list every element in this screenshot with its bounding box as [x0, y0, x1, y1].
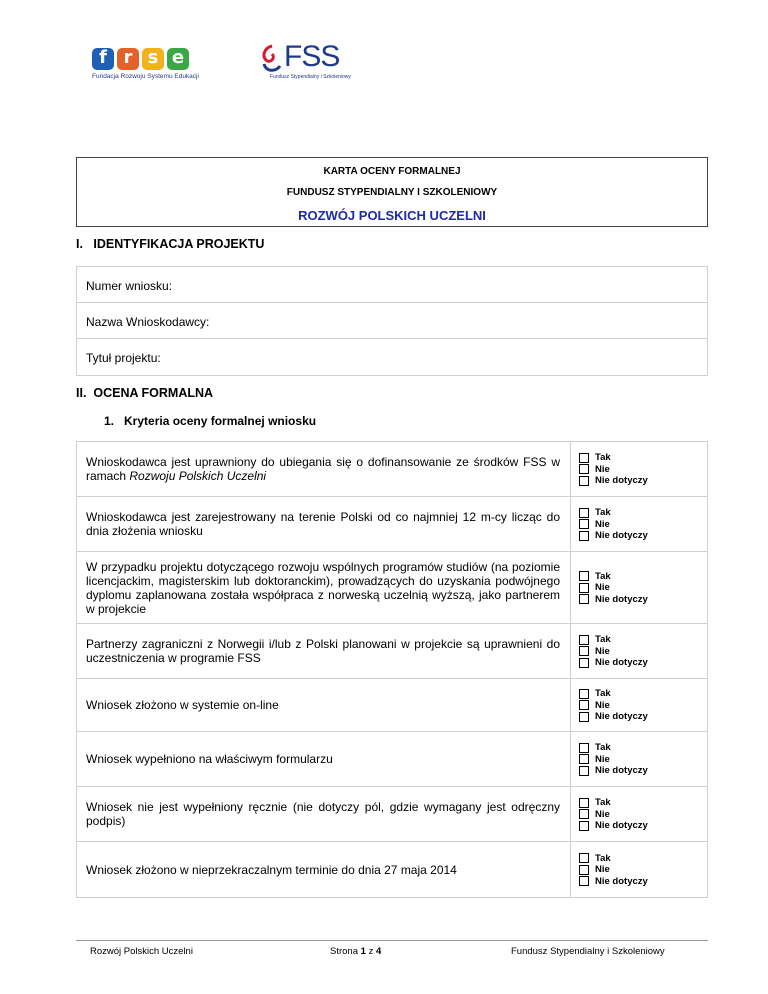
- criteria-row: [77, 497, 707, 552]
- option-label: Nie: [595, 645, 610, 657]
- page-separator: z: [368, 946, 374, 957]
- option-nie-dotyczy[interactable]: [579, 711, 707, 723]
- criteria-row: [77, 679, 707, 732]
- option-label: Tak: [595, 797, 611, 808]
- option-label: Nie: [595, 699, 610, 711]
- option-nie-dotyczy[interactable]: [579, 593, 707, 605]
- option-tak[interactable]: [579, 742, 707, 754]
- option-label: Nie: [595, 463, 610, 475]
- criteria-options: [571, 624, 707, 678]
- fss-subtitle: Fundusz Stypendialny i Szkoleniowy: [270, 74, 351, 80]
- option-tak[interactable]: [579, 507, 707, 519]
- option-label: Nie: [595, 864, 610, 875]
- checkbox-icon[interactable]: [579, 689, 589, 699]
- option-label: Nie: [595, 808, 610, 820]
- option-nie-dotyczy[interactable]: [579, 765, 707, 777]
- checkbox-icon[interactable]: [579, 635, 589, 645]
- checkbox-icon[interactable]: [579, 798, 589, 808]
- title-line-3: ROZWÓJ POLSKICH UCZELNI: [298, 208, 486, 223]
- checkbox-icon[interactable]: [579, 658, 589, 668]
- criteria-options: [571, 679, 707, 731]
- option-nie-dotyczy[interactable]: [579, 875, 707, 887]
- checkbox-icon[interactable]: [579, 712, 589, 722]
- option-nie-dotyczy[interactable]: [579, 820, 707, 832]
- checkbox-icon[interactable]: [579, 464, 589, 474]
- option-nie[interactable]: [579, 808, 707, 820]
- option-label: Nie dotyczy: [595, 593, 648, 605]
- footer-right: Fundusz Stypendialny i Szkoleniowy: [511, 946, 665, 957]
- criteria-text: [86, 637, 560, 665]
- criteria-row: [77, 842, 707, 897]
- option-label: Nie dotyczy: [595, 475, 648, 486]
- option-label: Nie dotyczy: [595, 711, 648, 722]
- checkbox-icon[interactable]: [579, 646, 589, 656]
- option-tak[interactable]: [579, 852, 707, 864]
- option-nie[interactable]: [579, 699, 707, 711]
- footer-page: [330, 946, 381, 957]
- fss-wordmark: FSS: [284, 40, 340, 73]
- section-2-heading: II. OCENA FORMALNA: [76, 386, 214, 400]
- option-label: Tak: [595, 742, 611, 753]
- option-label: Tak: [595, 688, 611, 699]
- criteria-text: [86, 560, 560, 616]
- checkbox-icon[interactable]: [579, 821, 589, 831]
- criteria-table: [76, 441, 708, 898]
- title-line-1: KARTA OCENY FORMALNEJ: [323, 166, 461, 177]
- option-nie-dotyczy[interactable]: [579, 530, 707, 542]
- option-nie[interactable]: [579, 463, 707, 475]
- option-tak[interactable]: [579, 634, 707, 646]
- criteria-text: [86, 800, 560, 828]
- identification-row: Numer wniosku:: [77, 267, 707, 303]
- criteria-row: [77, 552, 707, 624]
- option-label: Nie: [595, 518, 610, 530]
- logos-area: [92, 40, 352, 96]
- criteria-row: [77, 732, 707, 787]
- checkbox-icon[interactable]: [579, 754, 589, 764]
- checkbox-icon[interactable]: [579, 453, 589, 463]
- criteria-text-cell: [77, 442, 571, 496]
- criteria-row: [77, 624, 707, 679]
- criteria-subheading: 1. Kryteria oceny formalnej wniosku: [104, 414, 317, 428]
- checkbox-icon[interactable]: [579, 809, 589, 819]
- criteria-text-cell: [77, 787, 571, 841]
- page-prefix: Strona: [330, 946, 358, 957]
- section-1-heading: I. IDENTYFIKACJA PROJEKTU: [76, 237, 265, 251]
- criteria-row: [77, 787, 707, 842]
- option-label: Tak: [595, 507, 611, 518]
- checkbox-icon[interactable]: [579, 865, 589, 875]
- criteria-text-italic: Rozwoju Polskich Uczelni: [129, 469, 267, 483]
- checkbox-icon[interactable]: [579, 571, 589, 581]
- criteria-text-cell: [77, 842, 571, 897]
- frse-subtitle: Fundacja Rozwoju Systemu Edukacji: [92, 73, 199, 80]
- checkbox-icon[interactable]: [579, 476, 589, 486]
- criteria-options: [571, 442, 707, 496]
- criteria-row: [77, 442, 707, 497]
- option-nie[interactable]: [579, 753, 707, 765]
- criteria-text-main: Wniosek nie jest wypełniony ręcznie (nie dotyczy pól, gdzie wymagany jest odręczny podpis): [86, 800, 560, 828]
- fss-logo: [260, 40, 351, 80]
- option-tak[interactable]: [579, 797, 707, 809]
- criteria-text-main: Wniosek wypełniono na właściwym formularzu: [86, 752, 333, 766]
- criteria-options: [571, 732, 707, 786]
- checkbox-icon[interactable]: [579, 876, 589, 886]
- option-label: Tak: [595, 570, 611, 582]
- criteria-options: [571, 497, 707, 551]
- frse-logo: [92, 48, 199, 80]
- option-tak[interactable]: [579, 688, 707, 700]
- option-nie[interactable]: [579, 864, 707, 876]
- frse-letter-e: e: [167, 48, 189, 70]
- checkbox-icon[interactable]: [579, 531, 589, 541]
- option-label: Tak: [595, 634, 611, 645]
- option-label: Nie dotyczy: [595, 657, 648, 668]
- option-nie-dotyczy[interactable]: [579, 657, 707, 669]
- criteria-text-main: Partnerzy zagraniczni z Norwegii i/lub z Polski planowani w projekcie są uprawnieni do uczestniczenia w programie FSS: [86, 637, 560, 665]
- footer-divider: [76, 940, 708, 941]
- checkbox-icon[interactable]: [579, 743, 589, 753]
- frse-letter-r: r: [117, 48, 139, 70]
- criteria-text: [86, 698, 560, 712]
- option-label: Tak: [595, 852, 611, 864]
- option-label: Nie: [595, 753, 610, 765]
- option-label: Nie: [595, 582, 610, 593]
- criteria-text-cell: [77, 732, 571, 786]
- identification-row: Nazwa Wnioskodawcy:: [77, 303, 707, 339]
- criteria-text-main: W przypadku projektu dotyczącego rozwoju wspólnych programów studiów (na poziomie licencjackim, magisterskim lub doktoranckim), prowadzących do uzyskania podwójnego dyplomu zaplanowana została współpraca z norweską uczelnią wyższą, jako partnerem w projekcie: [86, 559, 560, 616]
- criteria-text-main: Wnioskodawca jest uprawniony do ubiegania się o dofinansowanie ze środków FSS w ramach: [86, 455, 560, 483]
- page-current: 1: [360, 946, 366, 957]
- title-line-2: FUNDUSZ STYPENDIALNY I SZKOLENIOWY: [286, 187, 498, 198]
- option-nie-dotyczy[interactable]: [579, 475, 707, 487]
- checkbox-icon[interactable]: [579, 519, 589, 529]
- identification-table: [76, 266, 708, 376]
- criteria-text-cell: [77, 497, 571, 551]
- option-nie[interactable]: [579, 582, 707, 594]
- option-nie[interactable]: [579, 518, 707, 530]
- option-label: Nie dotyczy: [595, 765, 648, 776]
- criteria-text-cell: [77, 679, 571, 731]
- criteria-text: [86, 510, 560, 538]
- criteria-text: [86, 863, 560, 877]
- checkbox-icon[interactable]: [579, 853, 589, 863]
- footer-left: Rozwój Polskich Uczelni: [90, 946, 193, 957]
- checkbox-icon[interactable]: [579, 594, 589, 604]
- title-box: [76, 157, 708, 227]
- criteria-text-cell: [77, 624, 571, 678]
- criteria-text: [86, 455, 560, 483]
- criteria-options: [571, 552, 707, 623]
- criteria-text-main: Wniosek złożono w nieprzekraczalnym terminie do dnia 27 maja 2014: [86, 862, 457, 877]
- criteria-options: [571, 842, 707, 897]
- criteria-text-main: Wnioskodawca jest zarejestrowany na terenie Polski od co najmniej 12 m-cy licząc do dnia złożenia wniosku: [86, 510, 560, 538]
- criteria-text: [86, 752, 560, 766]
- frse-letter-f: f: [92, 48, 114, 70]
- option-label: Nie dotyczy: [595, 875, 648, 887]
- checkbox-icon[interactable]: [579, 766, 589, 776]
- option-nie[interactable]: [579, 645, 707, 657]
- criteria-options: [571, 787, 707, 841]
- criteria-text-main: Wniosek złożono w systemie on-line: [86, 698, 279, 712]
- checkbox-icon[interactable]: [579, 583, 589, 593]
- option-label: Nie dotyczy: [595, 530, 648, 541]
- frse-letter-s: s: [142, 48, 164, 70]
- page-total: 4: [375, 946, 382, 957]
- option-label: Nie dotyczy: [595, 820, 648, 831]
- option-label: Tak: [595, 452, 611, 463]
- option-tak[interactable]: [579, 570, 707, 582]
- option-tak[interactable]: [579, 452, 707, 464]
- checkbox-icon[interactable]: [579, 700, 589, 710]
- fss-swirl-icon: [260, 44, 282, 74]
- identification-row: Tytuł projektu:: [86, 351, 161, 365]
- criteria-text-cell: [77, 552, 571, 623]
- checkbox-icon[interactable]: [579, 508, 589, 518]
